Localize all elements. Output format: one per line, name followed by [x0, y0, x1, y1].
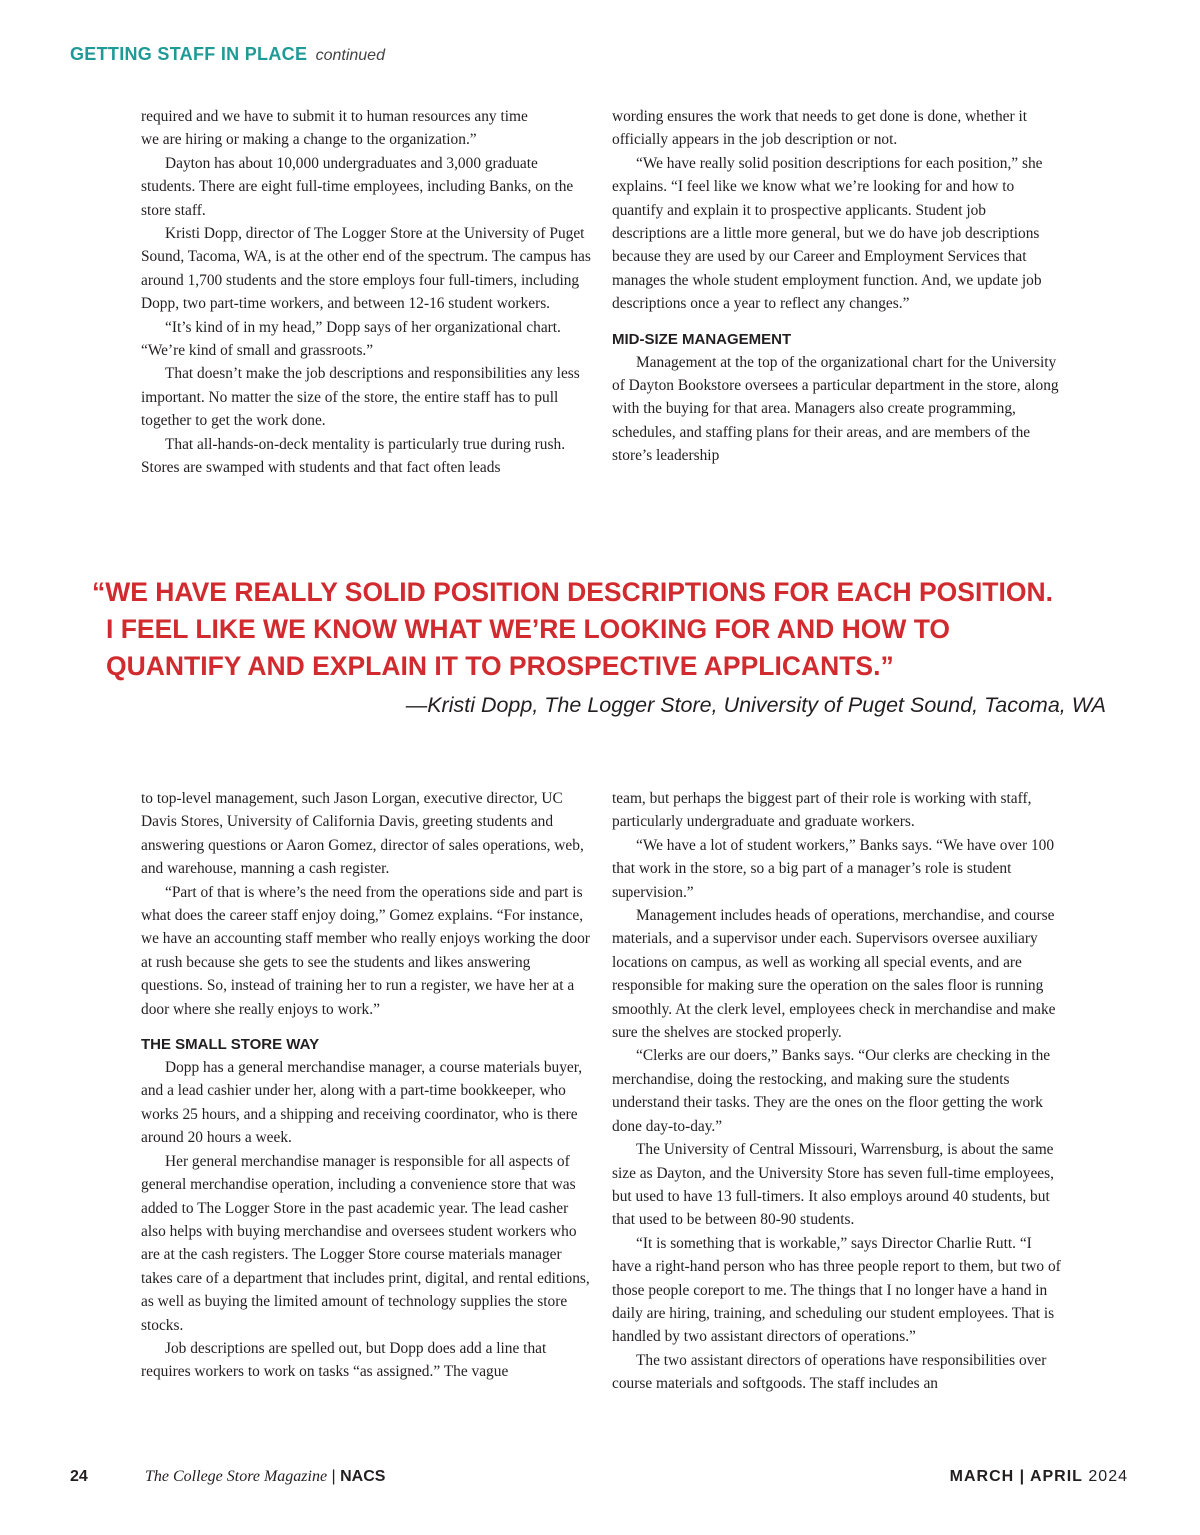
paragraph: The University of Central Missouri, Warrensburg, is about the same size as Dayton, and the University Store has seven full-time employees, but used to have 13 full-timers. It also employs around 40 students, but that used to be between 80-90 students.	[612, 1141, 1054, 1229]
paragraph: Management includes heads of operations, merchandise, and course materials, and a supervisor under each. Supervisors oversee auxiliary locations on campus, as well as working all special events, and are responsible for making sure the operation on the sales floor is running smoothly. At the clerk level, employees check in merchandise and make sure the shelves are stocked properly.	[612, 907, 1056, 1042]
pull-quote	[92, 574, 1132, 685]
pull-quote-line: “WE HAVE REALLY SOLID POSITION DESCRIPTIONS FOR EACH POSITION.	[92, 577, 1053, 607]
article-column-4	[612, 787, 1064, 1396]
magazine-credit	[145, 1468, 385, 1486]
paragraph: Dayton has about 10,000 undergraduates and 3,000 graduate students. There are eight full-time employees, including Banks, on the store staff.	[141, 154, 574, 219]
paragraph: Management at the top of the organizational chart for the University of Dayton Bookstore oversees a particular department in the store, along with the buying for that area. Managers also create programming, schedules, and staffing plans for their areas, and are members of the store’s leadership	[612, 353, 1059, 465]
pull-quote-line: I FEEL LIKE WE KNOW WHAT WE’RE LOOKING FOR AND HOW TO	[106, 614, 951, 644]
paragraph: Her general merchandise manager is responsible for all aspects of general merchandise operation, including a convenience store that was added to The Logger Store in the past academic year. The lead casher also helps with buying merchandise and oversees student workers who are at the cash registers. The Logger Store course materials manager takes care of a department that includes print, digital, and rental editions, as well as buying the limited amount of technology supplies the store stocks.	[141, 1152, 590, 1334]
article-column-1	[141, 105, 593, 480]
issue-months: MARCH | APRIL	[949, 1468, 1083, 1485]
continued-label: continued	[315, 47, 385, 64]
paragraph-line: required and we have to submit it to human resources any time	[141, 108, 528, 125]
org-name: NACS	[340, 1468, 386, 1485]
page-number: 24	[70, 1468, 88, 1485]
paragraph: Kristi Dopp, director of The Logger Store at the University of Puget Sound, Tacoma, WA, is at the other end of the spectrum. The campus has around 1,700 students and the store employs four full-timers, including Dopp, two part-time workers, and between 12-16 student workers.	[141, 225, 591, 313]
paragraph: “We have really solid position descriptions for each position,” she explains. “I feel like we know what we’re looking for and how to quantify and explain it to prospective applicants. Student job descriptions are a little more general, but we do have job descriptions because they are used by our Career and Employment Services that manages the whole student employment function. And, we update job descriptions once a year to reflect any changes.”	[612, 154, 1043, 313]
paragraph: That doesn’t make the job descriptions and responsibilities any less important. No matter the size of the store, the entire staff has to pull together to get the work done.	[141, 365, 580, 430]
paragraph: Dopp has a general merchandise manager, a course materials buyer, and a lead cashier under her, along with a part-time bookkeeper, who works 25 hours, and a shipping and receiving coordinator, who is there around 20 hours a week.	[141, 1059, 583, 1147]
paragraph-line: we are hiring or making a change to the organization.”	[141, 131, 477, 149]
article-column-2	[612, 105, 1064, 468]
section-kicker	[70, 44, 385, 65]
article-column-3	[141, 787, 593, 1384]
paragraph: Job descriptions are spelled out, but Dopp does add a line that requires workers to work on tasks “as assigned.” The vague	[141, 1339, 547, 1381]
footer-separator: |	[331, 1468, 336, 1485]
subheading-small-store-way: THE SMALL STORE WAY	[141, 1036, 320, 1054]
paragraph: “We have a lot of student workers,” Banks says. “We have over 100 that work in the store, so a big part of a manager’s role is student supervision.”	[612, 836, 1055, 901]
pull-quote-attribution: —Kristi Dopp, The Logger Store, University of Puget Sound, Tacoma, WA	[405, 693, 1106, 717]
section-title: GETTING STAFF IN PLACE	[70, 44, 308, 64]
magazine-title: The College Store Magazine	[145, 1468, 328, 1485]
paragraph: “Part of that is where’s the need from the operations side and part is what does the career staff enjoy doing,” Gomez explains. “For instance, we have an accounting staff member who really enjoys working the door at rush because she gets to see the students and likes answering questions. So, instead of training her to run a register, we have her at a door where she really enjoys to work.”	[141, 883, 590, 1018]
paragraph: That all-hands-on-deck mentality is particularly true during rush. Stores are swamped with students and that fact often leads	[141, 435, 566, 477]
paragraph: wording ensures the work that needs to get done is done, whether it officially appears in the job description or not.	[612, 108, 1028, 149]
pull-quote-line: QUANTIFY AND EXPLAIN IT TO PROSPECTIVE APPLICANTS.”	[106, 651, 894, 681]
paragraph: team, but perhaps the biggest part of their role is working with staff, particularly undergraduate and graduate workers.	[612, 790, 1032, 831]
paragraph: to top-level management, such Jason Lorgan, executive director, UC Davis Stores, University of California Davis, greeting students and answering questions or Aaron Gomez, director of sales operations, web, and warehouse, manning a cash register.	[141, 790, 584, 878]
paragraph: The two assistant directors of operations have responsibilities over course materials and softgoods. The staff includes an	[612, 1351, 1047, 1393]
paragraph: “It’s kind of in my head,” Dopp says of her organizational chart. “We’re kind of small and grassroots.”	[141, 318, 561, 360]
paragraph: “It is something that is workable,” says Director Charlie Rutt. “I have a right-hand person who has three people report to them, but two of those people coreport to me. The things that I no longer have a hand in daily are hiring, training, and scheduling our student employees. That is handled by two assistant directors of operations.”	[612, 1234, 1061, 1346]
paragraph: “Clerks are our doers,” Banks says. “Our clerks are checking in the merchandise, doing the restocking, and making sure the students understand their tasks. They are the ones on the floor getting the work done day-to-day.”	[612, 1047, 1051, 1135]
issue-year: 2024	[1088, 1468, 1128, 1485]
subheading-mid-size-management: MID-SIZE MANAGEMENT	[612, 330, 792, 348]
issue-date	[950, 1468, 1128, 1486]
